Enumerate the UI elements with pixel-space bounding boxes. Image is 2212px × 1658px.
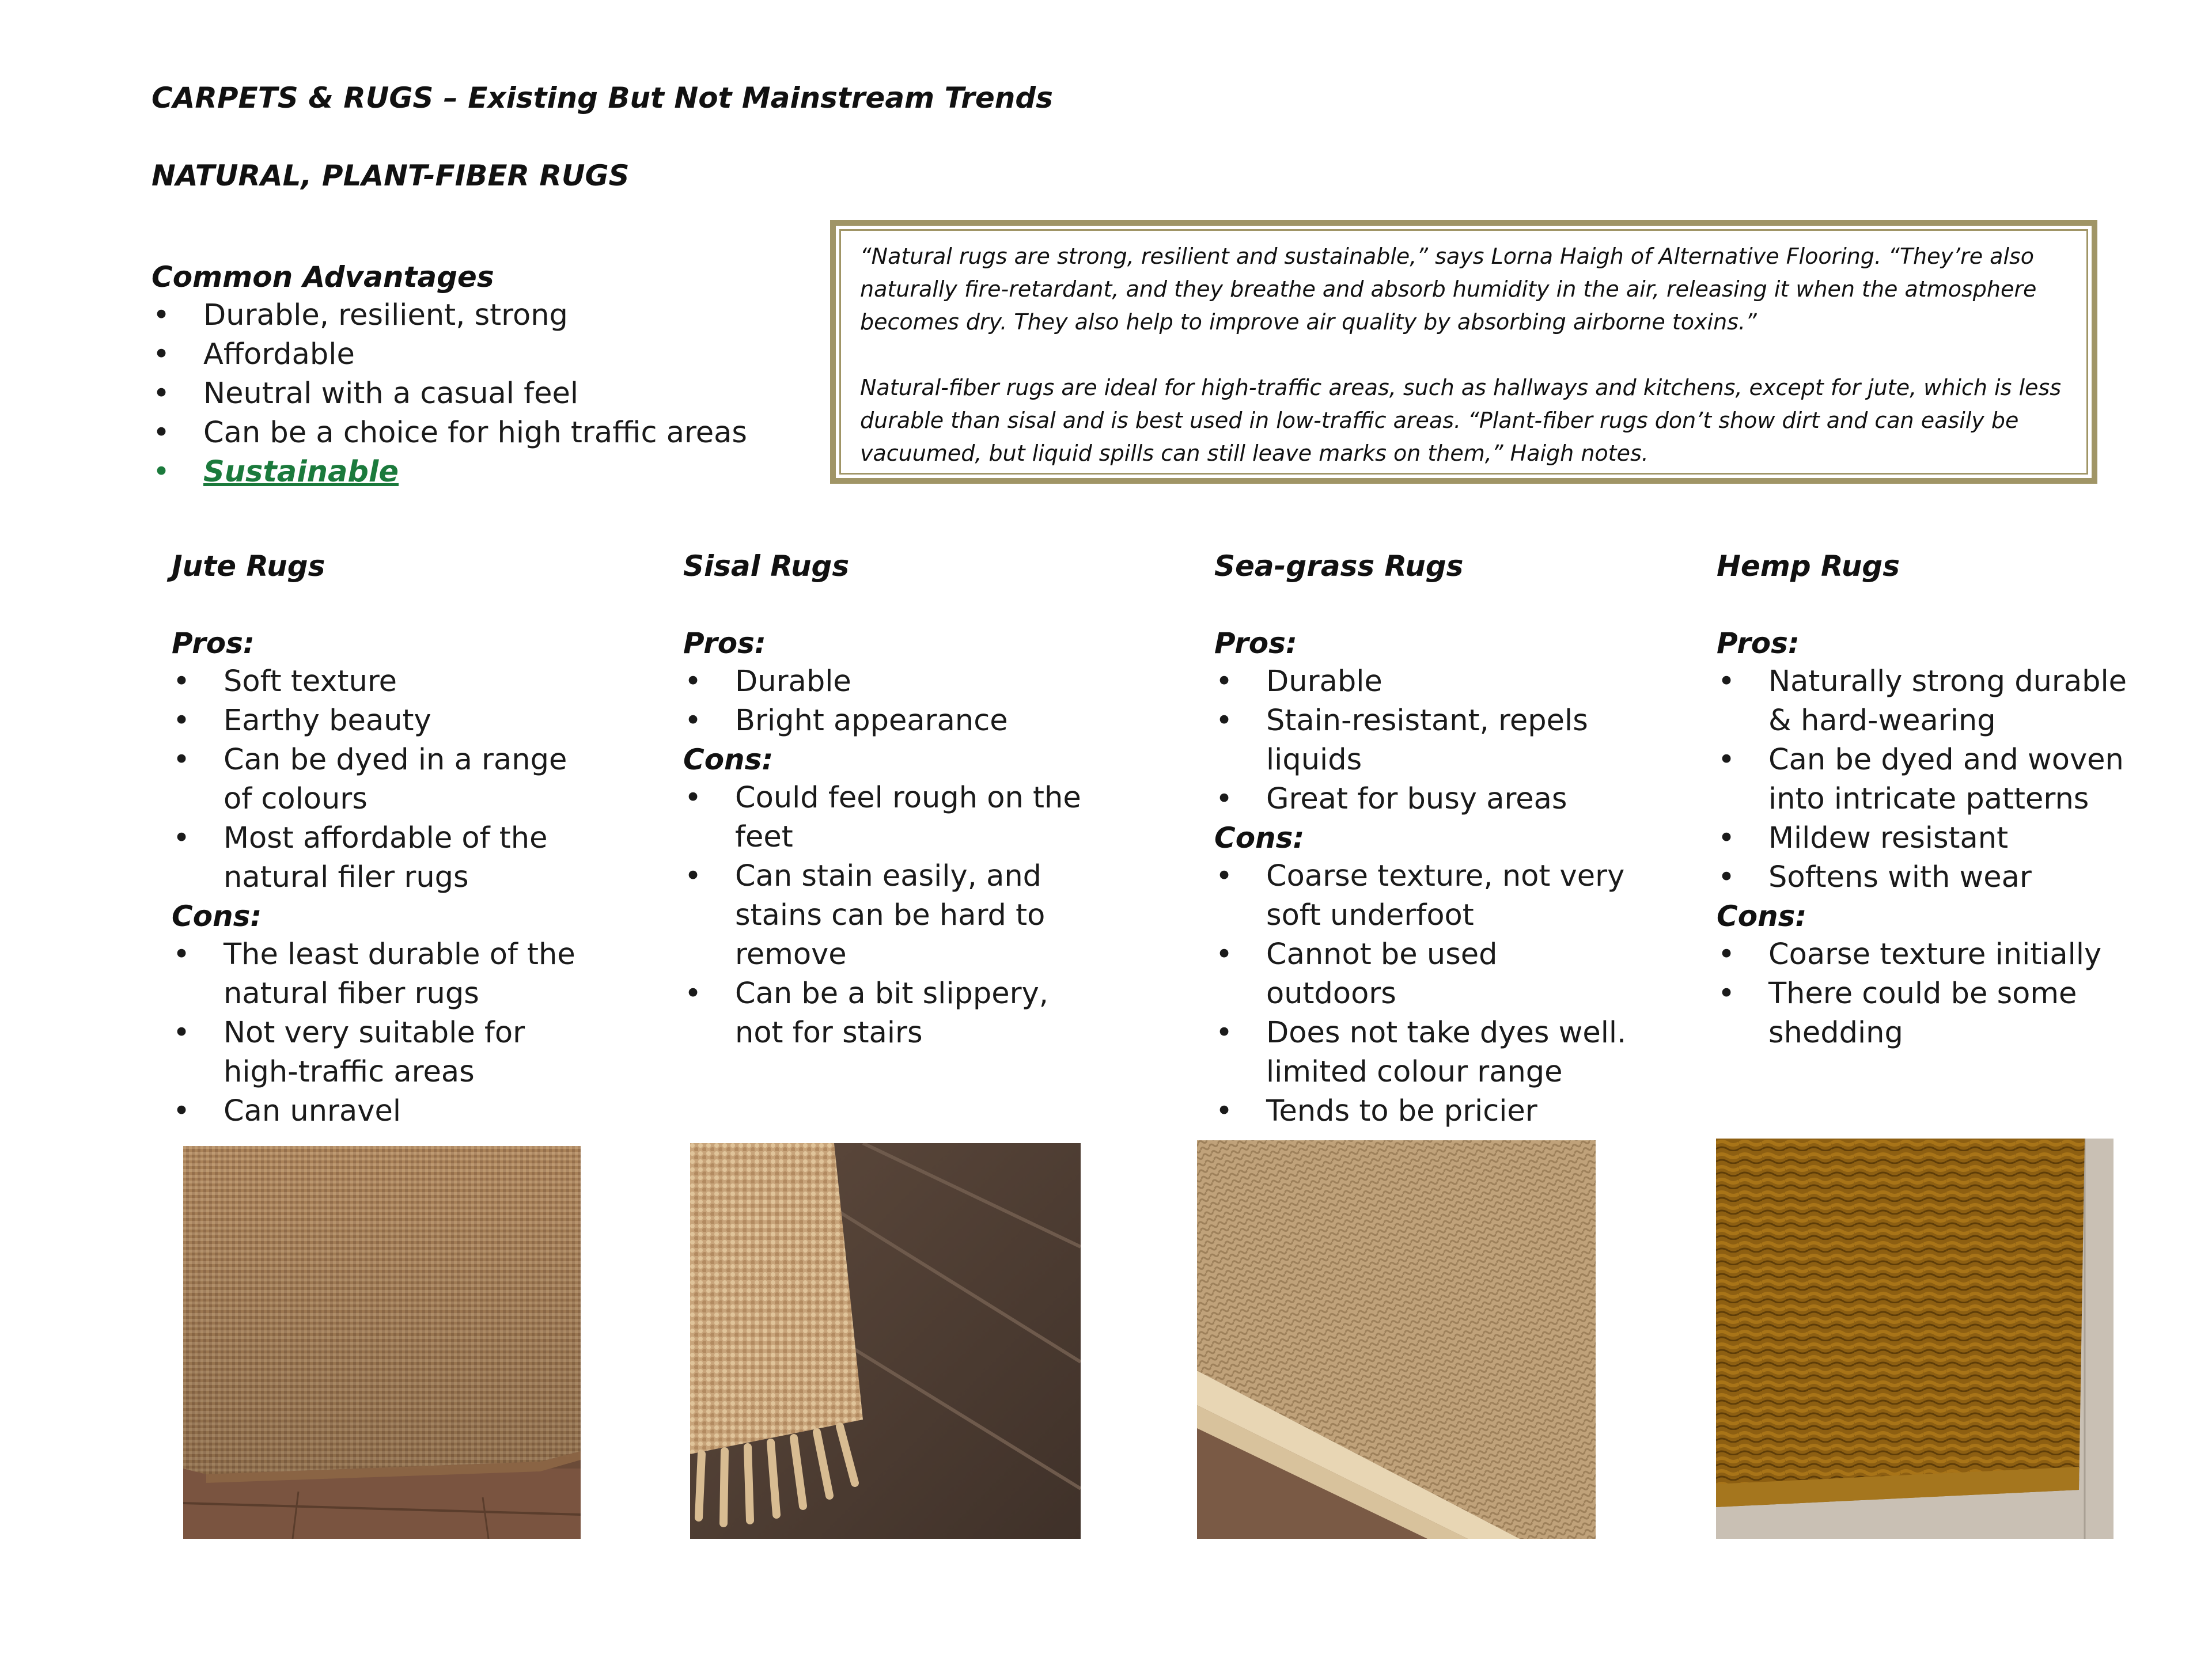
bullet-icon: • bbox=[1718, 860, 1736, 894]
cons-label: Cons: bbox=[1214, 821, 1305, 855]
quote-box bbox=[830, 220, 2097, 484]
bullet-icon: • bbox=[1718, 821, 1736, 855]
list-item bbox=[172, 662, 586, 701]
pros-list bbox=[1717, 662, 2154, 897]
bullet-icon: • bbox=[1215, 1016, 1233, 1050]
bullet-icon: • bbox=[1718, 938, 1736, 972]
list-item bbox=[172, 819, 586, 897]
list-item-text: Bright appearance bbox=[735, 704, 1008, 738]
list-item-text: Coarse texture, not very soft underfoot bbox=[1266, 859, 1625, 932]
list-item-text: Can be a bit slippery, not for stairs bbox=[735, 977, 1048, 1050]
bullet-icon: • bbox=[1215, 704, 1233, 738]
bullet-icon: • bbox=[153, 298, 171, 332]
list-item bbox=[1214, 1014, 1629, 1092]
list-item-text: Can be a choice for high traffic areas bbox=[203, 416, 747, 450]
list-item bbox=[1214, 935, 1629, 1014]
cons-label: Cons: bbox=[683, 743, 774, 776]
quote-paragraph: Natural-fiber rugs are ideal for high-traffic areas, such as hallways and kitchens, except for jute, which is less durable than sisal and is best used in low-traffic areas. “Plant-fiber rugs don’t show dirt and can easily be vacuumed, but liquid spills can still leave marks on them,” Haigh notes. bbox=[860, 375, 2061, 466]
bullet-icon: • bbox=[1215, 665, 1233, 699]
list-item-text: Durable bbox=[1266, 665, 1382, 699]
section-title: NATURAL, PLANT-FIBER RUGS bbox=[151, 159, 630, 192]
list-item-text: Earthy beauty bbox=[224, 704, 431, 738]
list-item bbox=[151, 374, 814, 413]
bullet-icon: • bbox=[173, 704, 191, 738]
list-item bbox=[1717, 741, 2154, 819]
pros-list bbox=[172, 662, 586, 897]
list-item bbox=[172, 701, 586, 741]
seagrass-rug-photo bbox=[1197, 1140, 1596, 1539]
list-item-text: There could be some shedding bbox=[1768, 977, 2077, 1050]
cons-list bbox=[172, 935, 586, 1131]
bullet-icon: • bbox=[1215, 938, 1233, 972]
list-item-text: Softens with wear bbox=[1768, 860, 2032, 894]
list-item bbox=[151, 335, 814, 374]
list-item bbox=[1214, 701, 1629, 780]
pros-label: Pros: bbox=[1214, 627, 1297, 660]
list-item-text: Affordable bbox=[203, 337, 355, 371]
page-title: CARPETS & RUGS – Existing But Not Mainstream Trends bbox=[151, 81, 1053, 115]
list-item bbox=[1214, 780, 1629, 819]
jute-rugs-column bbox=[172, 547, 586, 1131]
jute-rug-photo bbox=[183, 1146, 581, 1539]
list-item-text: Neutral with a casual feel bbox=[203, 377, 579, 411]
pros-list bbox=[1214, 662, 1629, 819]
list-item bbox=[683, 779, 1098, 857]
list-item bbox=[172, 1014, 586, 1092]
bullet-icon: • bbox=[684, 665, 702, 699]
list-item bbox=[172, 741, 586, 819]
bullet-icon: • bbox=[1215, 859, 1233, 893]
list-item bbox=[1214, 857, 1629, 935]
column-title: Jute Rugs bbox=[172, 549, 325, 583]
sisal-rugs-column bbox=[683, 547, 1098, 1053]
cons-list bbox=[1717, 935, 2154, 1053]
list-item-text: Cannot be used outdoors bbox=[1266, 938, 1498, 1011]
list-item bbox=[1214, 662, 1629, 701]
list-item-text: Can unravel bbox=[224, 1094, 401, 1128]
bullet-icon: • bbox=[1215, 782, 1233, 816]
bullet-icon: • bbox=[153, 337, 171, 371]
list-item bbox=[151, 296, 814, 335]
hemp-rugs-column bbox=[1717, 547, 2154, 1053]
list-item bbox=[1717, 858, 2154, 897]
bullet-icon: • bbox=[684, 704, 702, 738]
list-item bbox=[683, 974, 1098, 1053]
list-item-text: Soft texture bbox=[224, 665, 397, 699]
list-item bbox=[683, 662, 1098, 701]
bullet-icon: • bbox=[153, 455, 171, 489]
common-advantages bbox=[151, 258, 814, 492]
bullet-icon: • bbox=[684, 781, 702, 815]
column-title: Sea-grass Rugs bbox=[1214, 549, 1464, 583]
bullet-icon: • bbox=[153, 416, 171, 450]
bullet-icon: • bbox=[173, 1094, 191, 1128]
list-item bbox=[1717, 974, 2154, 1053]
list-item bbox=[683, 857, 1098, 974]
list-item bbox=[683, 701, 1098, 741]
list-item-text: Most affordable of the natural filer rugs bbox=[224, 821, 548, 894]
list-item-text: Naturally strong durable & hard-wearing bbox=[1768, 665, 2127, 738]
list-item-text: The least durable of the natural fiber rugs bbox=[224, 938, 575, 1011]
bullet-icon: • bbox=[684, 977, 702, 1011]
bullet-icon: • bbox=[173, 938, 191, 972]
list-item-text: Can be dyed and woven into intricate patterns bbox=[1768, 743, 2124, 816]
list-item bbox=[1717, 662, 2154, 741]
quote-inner-frame bbox=[839, 229, 2088, 475]
cons-label: Cons: bbox=[1717, 900, 1807, 933]
sisal-rug-photo bbox=[690, 1143, 1081, 1539]
bullet-icon: • bbox=[1718, 743, 1736, 777]
bullet-icon: • bbox=[1718, 665, 1736, 699]
bullet-icon: • bbox=[1718, 977, 1736, 1011]
list-item-text: Durable, resilient, strong bbox=[203, 298, 568, 332]
bullet-icon: • bbox=[153, 377, 171, 411]
list-item bbox=[151, 453, 814, 492]
list-item-text: Durable bbox=[735, 665, 851, 699]
list-item-text: Does not take dyes well. limited colour range bbox=[1266, 1016, 1627, 1089]
pros-label: Pros: bbox=[172, 627, 255, 660]
list-item-text: Great for busy areas bbox=[1266, 782, 1567, 816]
hemp-rug-photo bbox=[1716, 1139, 2113, 1539]
list-item bbox=[1717, 935, 2154, 974]
list-item-text: Can stain easily, and stains can be hard to remove bbox=[735, 859, 1046, 972]
bullet-icon: • bbox=[1215, 1094, 1233, 1128]
sustainable-link[interactable]: Sustainable bbox=[203, 455, 399, 489]
cons-list bbox=[1214, 857, 1629, 1131]
advantages-heading: Common Advantages bbox=[151, 260, 494, 294]
seagrass-rugs-column bbox=[1214, 547, 1629, 1131]
bullet-icon: • bbox=[684, 859, 702, 893]
quote-paragraph: “Natural rugs are strong, resilient and sustainable,” says Lorna Haigh of Alternative Flooring. “They’re also naturally fire-retardant, and they breathe and absorb humidity in the air, releasing it when the atmosphere becomes dry. They also help to improve air quality by absorbing airborne toxins.” bbox=[860, 244, 2037, 335]
list-item-text: Can be dyed in a range of colours bbox=[224, 743, 567, 816]
cons-list bbox=[683, 779, 1098, 1053]
list-item-text: Tends to be pricier bbox=[1266, 1094, 1537, 1128]
list-item bbox=[1717, 819, 2154, 858]
list-item bbox=[151, 413, 814, 453]
list-item-text: Coarse texture initially bbox=[1768, 938, 2102, 972]
pros-label: Pros: bbox=[683, 627, 766, 660]
column-title: Sisal Rugs bbox=[683, 549, 850, 583]
advantages-list bbox=[151, 296, 814, 492]
list-item-text: Stain-resistant, repels liquids bbox=[1266, 704, 1588, 777]
list-item-text: Mildew resistant bbox=[1768, 821, 2009, 855]
pros-list bbox=[683, 662, 1098, 741]
column-title: Hemp Rugs bbox=[1717, 549, 1900, 583]
list-item-text: Could feel rough on the feet bbox=[735, 781, 1081, 854]
cons-label: Cons: bbox=[172, 900, 262, 933]
bullet-icon: • bbox=[173, 821, 191, 855]
bullet-icon: • bbox=[173, 743, 191, 777]
list-item bbox=[1214, 1092, 1629, 1131]
bullet-icon: • bbox=[173, 1016, 191, 1050]
list-item-text: Not very suitable for high-traffic areas bbox=[224, 1016, 525, 1089]
pros-label: Pros: bbox=[1717, 627, 1800, 660]
list-item bbox=[172, 935, 586, 1014]
list-item bbox=[172, 1092, 586, 1131]
bullet-icon: • bbox=[173, 665, 191, 699]
